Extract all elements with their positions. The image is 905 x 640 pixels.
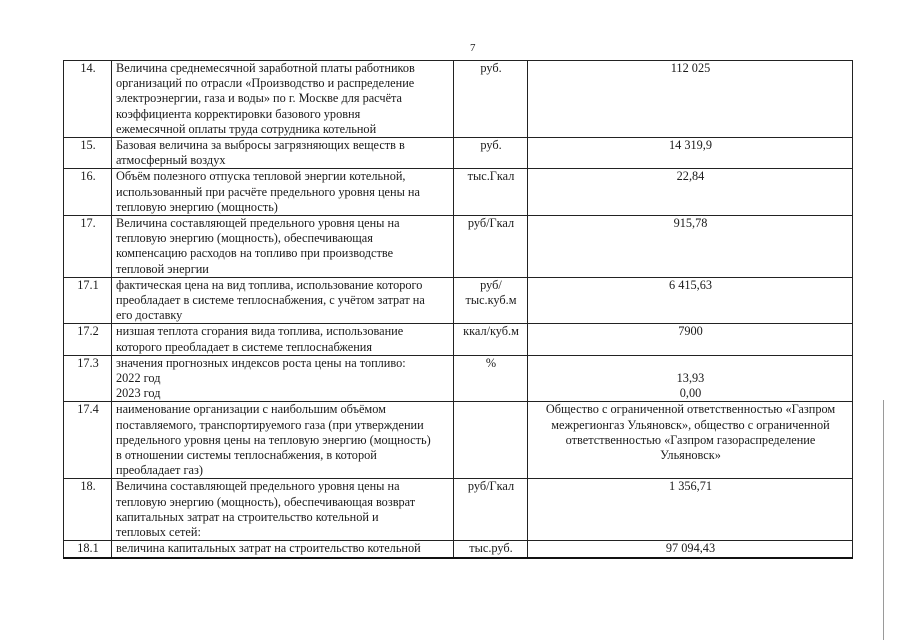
parameter-name bbox=[112, 479, 454, 541]
parameter-name-line: использованный при расчёте предельного уровня цены на bbox=[116, 184, 420, 199]
unit-line: руб/Гкал bbox=[467, 479, 515, 494]
parameter-name-line: которого преобладает в системе теплоснабжения bbox=[116, 339, 373, 354]
parameter-name-line: в отношении системы теплоснабжения, в которой bbox=[116, 448, 377, 463]
table-row bbox=[64, 61, 853, 138]
value-line bbox=[532, 356, 849, 371]
parameter-name-line: фактическая цена на вид топлива, использование которого bbox=[116, 277, 423, 292]
parameter-value bbox=[528, 61, 853, 138]
value-line: ответственностью «Газпром газораспределение bbox=[565, 432, 816, 447]
unit-of-measure bbox=[454, 216, 528, 278]
table-row bbox=[64, 216, 853, 278]
row-number: 18.1 bbox=[64, 541, 112, 558]
parameter-name-line: капитальных затрат на строительство котельной и bbox=[116, 509, 379, 524]
parameter-name-line: коэффициента корректировки базового уровня bbox=[116, 106, 361, 121]
parameter-name-line: ежемесячной оплаты труда сотрудника котельной bbox=[116, 121, 377, 136]
page-number: 7 bbox=[470, 42, 476, 54]
parameter-name-line: Величина составляющей предельного уровня цены на bbox=[116, 216, 400, 231]
parameter-name-line: низшая теплота сгорания вида топлива, использование bbox=[116, 324, 404, 339]
parameter-name bbox=[112, 355, 454, 402]
parameter-name-line: тепловую энергию (мощность), обеспечивающая возврат bbox=[116, 494, 416, 509]
parameter-name-line: Величина составляющей предельного уровня цены на bbox=[116, 479, 400, 494]
unit-of-measure bbox=[454, 138, 528, 169]
parameter-value bbox=[528, 324, 853, 355]
parameter-name bbox=[112, 61, 454, 138]
table-row bbox=[64, 402, 853, 479]
value-line: 112 025 bbox=[670, 61, 711, 75]
unit-line: руб/ bbox=[480, 277, 502, 292]
parameter-value bbox=[528, 169, 853, 216]
unit-of-measure bbox=[454, 402, 528, 479]
table-row bbox=[64, 277, 853, 324]
parameter-name-line: тепловую энергию (мощность) bbox=[116, 199, 278, 214]
parameter-value bbox=[528, 277, 853, 324]
table-row bbox=[64, 479, 853, 541]
value-line: 97 094,43 bbox=[665, 541, 716, 556]
value-line: Ульяновск» bbox=[660, 448, 721, 463]
table-row bbox=[64, 355, 853, 402]
row-number: 17. bbox=[64, 216, 112, 278]
parameter-name bbox=[112, 402, 454, 479]
value-line: 6 415,63 bbox=[668, 277, 713, 292]
parameter-name-line: Величина среднемесячной заработной платы работников bbox=[116, 61, 415, 75]
value-line: 14 319,9 bbox=[668, 138, 713, 153]
parameter-name-line: предельного уровня цены на тепловую энергию (мощность) bbox=[116, 432, 431, 447]
parameter-name-line: электроэнергии, газа и воды» по г. Москве для расчёта bbox=[116, 91, 403, 106]
row-number: 16. bbox=[64, 169, 112, 216]
parameter-name-line: тепловых сетей: bbox=[116, 525, 201, 540]
unit-line: ккал/куб.м bbox=[463, 324, 519, 339]
value-line: межрегионгаз Ульяновск», общество с ограниченной bbox=[551, 417, 830, 432]
unit-line: тыс.Гкал bbox=[467, 169, 515, 184]
table-row bbox=[64, 541, 853, 558]
value-line: Общество с ограниченной ответственностью «Газпром bbox=[545, 402, 836, 417]
row-number: 14. bbox=[64, 61, 112, 138]
parameter-value bbox=[528, 541, 853, 558]
scan-edge-line bbox=[883, 400, 884, 640]
unit-line: руб. bbox=[480, 138, 502, 153]
parameter-name bbox=[112, 277, 454, 324]
unit-of-measure bbox=[454, 169, 528, 216]
parameter-name-line: тепловую энергию (мощность), обеспечивающая bbox=[116, 231, 373, 246]
parameter-name bbox=[112, 541, 454, 558]
parameter-name-line: тепловой энергии bbox=[116, 261, 209, 276]
parameter-name-line: Объём полезного отпуска тепловой энергии котельной, bbox=[116, 169, 406, 184]
value-line: 22,84 bbox=[676, 169, 705, 184]
unit-of-measure bbox=[454, 541, 528, 558]
parameter-name-line: Базовая величина за выбросы загрязняющих веществ в bbox=[116, 138, 405, 153]
value-line: 1 356,71 bbox=[668, 479, 713, 494]
parameter-name-line: компенсацию расходов на топливо при производстве bbox=[116, 246, 394, 261]
unit-of-measure bbox=[454, 324, 528, 355]
row-number: 17.3 bbox=[64, 355, 112, 402]
unit-line: % bbox=[485, 355, 497, 370]
unit-of-measure bbox=[454, 277, 528, 324]
table-body bbox=[64, 61, 853, 558]
parameter-name bbox=[112, 324, 454, 355]
row-number: 17.2 bbox=[64, 324, 112, 355]
tariff-parameters-table bbox=[63, 60, 853, 559]
parameter-name-line: значения прогнозных индексов роста цены на топливо: bbox=[116, 355, 406, 370]
unit-line: тыс.куб.м bbox=[465, 293, 517, 308]
value-line: 13,93 bbox=[676, 371, 705, 386]
parameter-name-line: преобладает газ) bbox=[116, 463, 203, 478]
parameter-value bbox=[528, 402, 853, 479]
parameter-value bbox=[528, 138, 853, 169]
parameter-name bbox=[112, 138, 454, 169]
unit-of-measure bbox=[454, 61, 528, 138]
unit-of-measure bbox=[454, 355, 528, 402]
parameter-name bbox=[112, 169, 454, 216]
row-number: 17.4 bbox=[64, 402, 112, 479]
unit-line: тыс.руб. bbox=[469, 541, 513, 556]
value-line: 0,00 bbox=[679, 386, 702, 401]
parameter-name-line: его доставку bbox=[116, 308, 183, 323]
parameter-value bbox=[528, 216, 853, 278]
table-row bbox=[64, 169, 853, 216]
row-number: 18. bbox=[64, 479, 112, 541]
unit-line: руб. bbox=[480, 61, 502, 75]
parameter-name-line: 2022 год bbox=[116, 371, 161, 386]
table-row bbox=[64, 138, 853, 169]
row-number: 15. bbox=[64, 138, 112, 169]
row-number: 17.1 bbox=[64, 277, 112, 324]
parameter-name-line: преобладает в системе теплоснабжения, с учётом затрат на bbox=[116, 293, 425, 308]
parameter-value bbox=[528, 355, 853, 402]
value-line: 915,78 bbox=[673, 216, 708, 231]
parameter-name-line: 2023 год bbox=[116, 386, 161, 401]
parameter-name-line: организаций по отрасли «Производство и распределение bbox=[116, 76, 415, 91]
value-line: 7900 bbox=[678, 324, 703, 339]
parameter-name-line: величина капитальных затрат на строительство котельной bbox=[116, 541, 421, 556]
parameter-name-line: атмосферный воздух bbox=[116, 153, 226, 168]
parameter-name bbox=[112, 216, 454, 278]
parameter-name-line: наименование организации с наибольшим объёмом bbox=[116, 402, 386, 417]
unit-of-measure bbox=[454, 479, 528, 541]
table-row bbox=[64, 324, 853, 355]
parameter-name-line: поставляемого, транспортируемого газа (при утверждении bbox=[116, 417, 424, 432]
parameter-value bbox=[528, 479, 853, 541]
unit-line: руб/Гкал bbox=[467, 216, 515, 231]
